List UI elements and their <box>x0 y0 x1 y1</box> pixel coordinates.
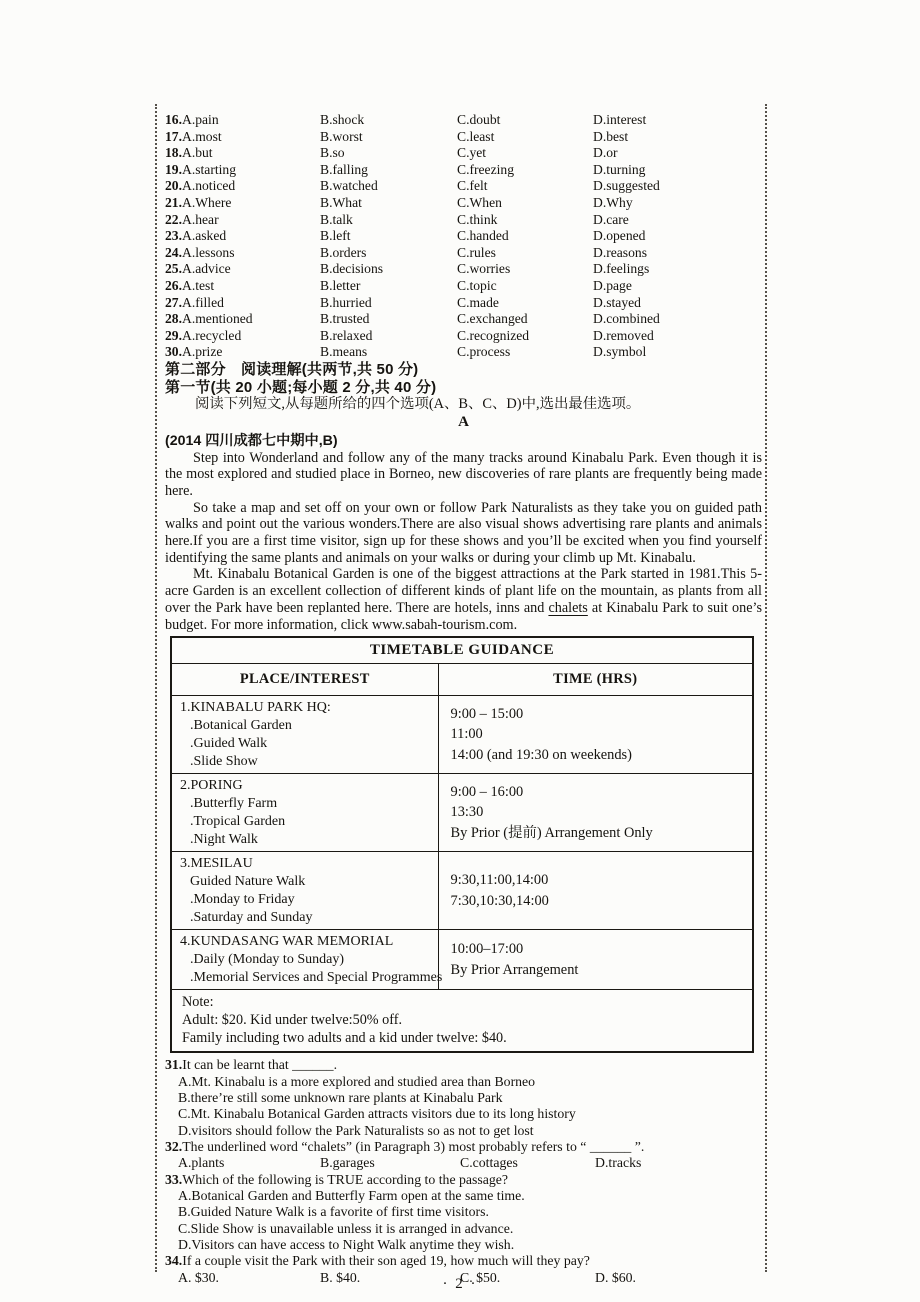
question-number: 27. <box>165 294 182 310</box>
cloze-row-20 <box>165 178 762 195</box>
paragraph-text: at Kinabalu Park to suit one’s budget. For more information, click www.sabah-tourism.com. <box>165 599 762 633</box>
question-33-stem: 33.Which of the following is TRUE according to the passage? <box>165 1171 509 1187</box>
question-number: 22. <box>165 211 182 227</box>
cloze-option-b: B.decisions <box>320 261 384 277</box>
question-31-option-c: C.Mt. Kinabalu Botanical Garden attracts visitors due to its long history <box>178 1106 576 1122</box>
page-right-dashed-border <box>765 104 767 1272</box>
cloze-option-a: 18.A.but <box>165 145 213 161</box>
cloze-option-d: D.feelings <box>593 261 650 277</box>
passage-source: (2014 四川成都七中期中,B) <box>165 432 338 449</box>
cloze-option-a: 16.A.pain <box>165 112 219 127</box>
cloze-option-a: 24.A.lessons <box>165 244 235 260</box>
part2-heading: 第二部分 阅读理解(共两节,共 50 分) <box>165 360 419 378</box>
question-32-options <box>165 1155 762 1171</box>
question-number: 17. <box>165 128 182 144</box>
cloze-option-c: C.exchanged <box>457 311 528 327</box>
question-31-option-d: D.visitors should follow the Park Naturalists so as not to get lost <box>178 1122 534 1138</box>
cloze-option-a: 17.A.most <box>165 128 222 144</box>
cloze-row-24 <box>165 245 762 262</box>
question-33-option-b: B.Guided Nature Walk is a favorite of first time visitors. <box>178 1204 489 1220</box>
cloze-option-c: C.yet <box>457 145 487 161</box>
cloze-option-d: D.removed <box>593 327 654 343</box>
table-row-mesilau <box>171 852 753 930</box>
passage-paragraph-3 <box>165 566 762 633</box>
cloze-option-c: C.When <box>457 194 502 210</box>
question-32-option-d: D.tracks <box>595 1155 642 1171</box>
cloze-option-a: 21.A.Where <box>165 194 232 210</box>
cloze-option-c: C.rules <box>457 244 496 260</box>
cloze-option-a: 30.A.prize <box>165 344 223 360</box>
cloze-row-17 <box>165 129 762 146</box>
cloze-option-d: D.or <box>593 145 618 161</box>
question-31-stem: 31.It can be learnt that ______. <box>165 1057 338 1073</box>
paragraph-text: Mt. Kinabalu Botanical Garden is one of the biggest attractions at the Park started in 1981.This 5-acre Garden is an excellent collection of different kinds of plant life on the mountain, as plants from all over the Park have been replanted here. There are hotels, inns and <box>165 566 762 616</box>
question-33-option-c: C.Slide Show is unavailable unless it is arranged in advance. <box>178 1220 514 1236</box>
question-number: 25. <box>165 261 182 277</box>
cloze-option-a: 19.A.starting <box>165 161 236 177</box>
question-number: 21. <box>165 194 182 210</box>
passage-paragraph-2: So take a map and set off on your own or follow Park Naturalists as they take you on guided path walks and point out the various wonders.There are also visual shows advertising rare plants and animals here.If you are a first time visitor, sign up for these shows and you’ll be excited when you find yourself identifying the same plants and animals on your walks or during your climb up Mt. Kinabalu. <box>165 499 762 566</box>
cloze-option-b: B.shock <box>320 112 365 127</box>
place-cell: 1.KINABALU PARK HQ: .Botanical Garden .Guided Walk .Slide Show <box>171 696 438 774</box>
question-31-option-a: A.Mt. Kinabalu is a more explored and studied area than Borneo <box>178 1073 536 1089</box>
cloze-option-d: D.best <box>593 128 629 144</box>
question-number: 33. <box>165 1171 183 1187</box>
cloze-row-29 <box>165 328 762 345</box>
note-cell: Note: Adult: $20. Kid under twelve:50% off. Family including two adults and a kid under twelve: $40. <box>171 990 753 1053</box>
page-left-dashed-border <box>155 104 157 1272</box>
cloze-option-c: C.worries <box>457 261 511 277</box>
cloze-row-28 <box>165 311 762 328</box>
cloze-option-a: 26.A.test <box>165 277 215 293</box>
cloze-row-16 <box>165 112 762 129</box>
cloze-option-d: D.Why <box>593 194 633 210</box>
cloze-row-26 <box>165 278 762 295</box>
cloze-option-b: B.letter <box>320 277 361 293</box>
passage-label: A <box>458 413 469 430</box>
question-34-option-d: D. $60. <box>595 1269 637 1285</box>
time-cell: 9:00 – 16:00 13:30 By Prior (提前) Arrangement Only <box>438 774 753 852</box>
table-title: TIMETABLE GUIDANCE <box>171 637 753 664</box>
question-number: 23. <box>165 228 182 244</box>
cloze-option-b: B.trusted <box>320 311 370 327</box>
question-number: 19. <box>165 161 182 177</box>
cloze-row-21 <box>165 195 762 212</box>
cloze-option-d: D.turning <box>593 161 646 177</box>
cloze-option-b: B.talk <box>320 211 353 227</box>
cloze-option-b: B.relaxed <box>320 327 373 343</box>
question-32-stem: 32.The underlined word “chalets” (in Paragraph 3) most probably refers to “ ______ ”. <box>165 1138 645 1154</box>
cloze-option-a: 25.A.advice <box>165 261 231 277</box>
cloze-option-d: D.suggested <box>593 178 660 194</box>
cloze-option-a: 23.A.asked <box>165 228 227 244</box>
cloze-option-a: 27.A.filled <box>165 294 224 310</box>
cloze-option-c: C.process <box>457 344 511 360</box>
time-cell: 9:30,11:00,14:00 7:30,10:30,14:00 <box>438 852 753 930</box>
cloze-option-c: C.topic <box>457 277 497 293</box>
section1-heading: 第一节(共 20 小题;每小题 2 分,共 40 分) <box>165 378 437 396</box>
cloze-option-d: D.symbol <box>593 344 647 360</box>
question-33-option-a: A.Botanical Garden and Butterfly Farm open at the same time. <box>178 1187 525 1203</box>
cloze-option-c: C.doubt <box>457 112 501 127</box>
table-row-note <box>171 990 753 1053</box>
question-number: 28. <box>165 311 182 327</box>
cloze-option-d: D.page <box>593 277 632 293</box>
column-header-place: PLACE/INTEREST <box>171 664 438 696</box>
cloze-option-d: D.stayed <box>593 294 641 310</box>
cloze-option-b: B.What <box>320 194 362 210</box>
cloze-option-b: B.orders <box>320 244 367 260</box>
table-row-kinabalu-hq <box>171 696 753 774</box>
table-row-kundasang <box>171 930 753 990</box>
question-31-option-b: B.there’re still some unknown rare plants at Kinabalu Park <box>178 1089 503 1105</box>
table-row-poring <box>171 774 753 852</box>
column-header-time: TIME (HRS) <box>438 664 753 696</box>
cloze-row-23 <box>165 228 762 245</box>
question-number: 24. <box>165 244 182 260</box>
cloze-option-c: C.felt <box>457 178 488 194</box>
place-cell: 2.PORING .Butterfly Farm .Tropical Garden .Night Walk <box>171 774 438 852</box>
cloze-option-a: 28.A.mentioned <box>165 311 253 327</box>
cloze-option-b: B.left <box>320 228 351 244</box>
cloze-option-b: B.means <box>320 344 368 360</box>
question-32-option-a: A.plants <box>178 1155 225 1171</box>
comprehension-questions <box>165 1057 762 1286</box>
cloze-option-b: B.falling <box>320 161 368 177</box>
cloze-option-b: B.so <box>320 145 345 161</box>
question-number: 26. <box>165 277 182 293</box>
cloze-option-b: B.hurried <box>320 294 372 310</box>
question-number: 29. <box>165 327 182 343</box>
cloze-option-d: D.combined <box>593 311 660 327</box>
cloze-row-27 <box>165 295 762 312</box>
question-number: 20. <box>165 178 182 194</box>
question-34-option-b: B. $40. <box>320 1269 361 1285</box>
place-cell: 4.KUNDASANG WAR MEMORIAL .Daily (Monday to Sunday) .Memorial Services and Special Programmes <box>171 930 438 990</box>
question-number: 32. <box>165 1138 183 1154</box>
cloze-option-a: 22.A.hear <box>165 211 219 227</box>
place-cell: 3.MESILAU Guided Nature Walk .Monday to Friday .Saturday and Sunday <box>171 852 438 930</box>
question-33-option-d: D.Visitors can have access to Night Walk anytime they wish. <box>178 1237 515 1253</box>
underlined-word-chalets: chalets <box>548 599 588 616</box>
question-number: 31. <box>165 1057 183 1073</box>
page-content <box>165 0 762 1286</box>
question-34-stem: 34.If a couple visit the Park with their son aged 19, how much will they pay? <box>165 1253 590 1269</box>
cloze-option-a: 20.A.noticed <box>165 178 236 194</box>
cloze-row-19 <box>165 162 762 179</box>
question-32-option-c: C.cottages <box>460 1155 518 1171</box>
question-number: 18. <box>165 145 182 161</box>
cloze-option-b: B.watched <box>320 178 378 194</box>
cloze-row-18 <box>165 145 762 162</box>
question-34-option-a: A. $30. <box>178 1269 220 1285</box>
time-cell: 9:00 – 15:00 11:00 14:00 (and 19:30 on weekends) <box>438 696 753 774</box>
instruction-line: 阅读下列短文,从每题所给的四个选项(A、B、C、D)中,选出最佳选项。 <box>195 396 641 413</box>
question-number: 34. <box>165 1253 183 1269</box>
cloze-option-c: C.least <box>457 128 495 144</box>
cloze-options-section <box>165 112 762 361</box>
cloze-option-d: D.interest <box>593 112 647 127</box>
cloze-option-d: D.opened <box>593 228 646 244</box>
cloze-option-c: C.handed <box>457 228 509 244</box>
question-32-option-b: B.garages <box>320 1155 375 1171</box>
cloze-option-c: C.made <box>457 294 499 310</box>
question-number: 16. <box>165 112 182 127</box>
time-cell: 10:00–17:00 By Prior Arrangement <box>438 930 753 990</box>
question-34-option-c: C. $50. <box>460 1269 501 1285</box>
cloze-option-c: C.think <box>457 211 498 227</box>
cloze-option-d: D.care <box>593 211 629 227</box>
timetable-guidance-table <box>170 636 754 1053</box>
cloze-row-30 <box>165 344 762 361</box>
cloze-row-22 <box>165 212 762 229</box>
cloze-option-a: 29.A.recycled <box>165 327 242 343</box>
cloze-row-25 <box>165 261 762 278</box>
cloze-option-c: C.recognized <box>457 327 530 343</box>
cloze-option-d: D.reasons <box>593 244 647 260</box>
question-number: 30. <box>165 344 182 360</box>
page-number: · 2 · <box>442 1276 478 1292</box>
passage-paragraph-1: Step into Wonderland and follow any of the many tracks around Kinabalu Park. Even though it is the most explored and studied place in Borneo, new discoveries of rare plants are frequently being made here. <box>165 449 762 499</box>
cloze-option-c: C.freezing <box>457 161 514 177</box>
cloze-option-b: B.worst <box>320 128 363 144</box>
